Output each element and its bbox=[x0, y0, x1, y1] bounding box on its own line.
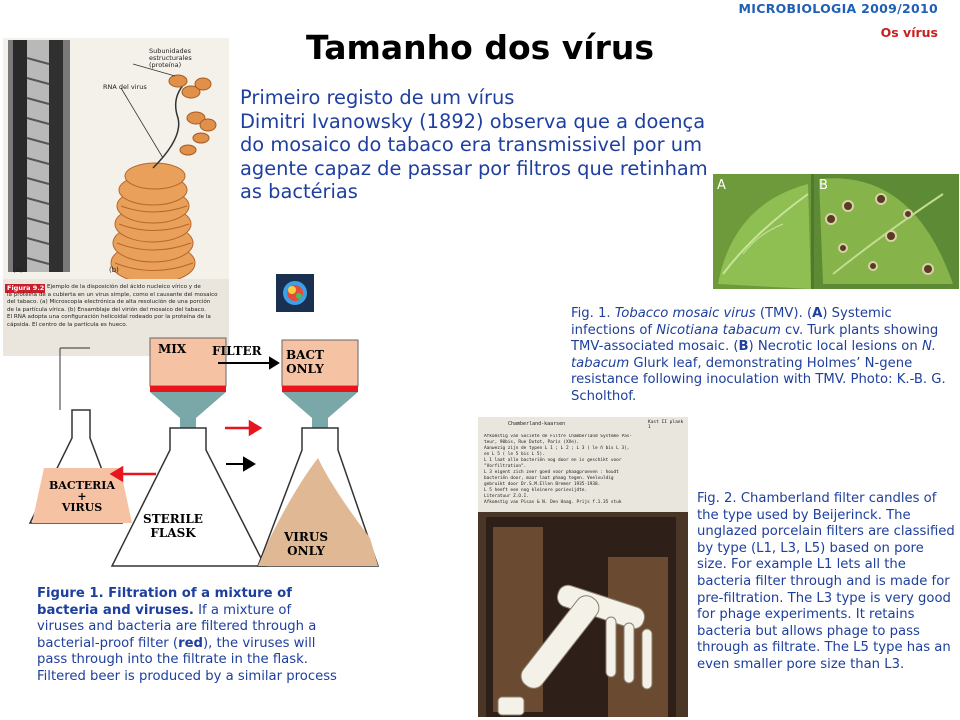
caption-text: ) Systemic infections of bbox=[571, 306, 892, 338]
bact-only-line: ONLY bbox=[286, 362, 324, 376]
intro-line: do mosaico do tabaco era transmissivel por um bbox=[240, 133, 702, 157]
chamberland-filter-photo bbox=[478, 417, 688, 717]
document-line: L 5 heeft een nog kleinere porievijdte. bbox=[484, 488, 588, 493]
bacteria-virus-line: BACTERIA bbox=[49, 479, 115, 492]
caption-bold: red bbox=[178, 635, 203, 651]
leaf-photo-b-label: B bbox=[819, 178, 828, 193]
bacteria-virus-line: VIRUS bbox=[61, 501, 103, 514]
caption-line: cápsida. El centro de la partícula es hueco. bbox=[7, 321, 128, 328]
caption-line: El RNA adopta una configuración helicoidal rodeado por la proteína de la bbox=[7, 314, 211, 321]
virus-particle-image bbox=[276, 274, 314, 312]
intro-line: Dimitri Ivanowsky (1892) observa que a doença bbox=[240, 109, 706, 133]
topic-label: Os vírus bbox=[880, 25, 938, 40]
filtration-caption bbox=[37, 586, 337, 686]
figure-number: Figura 9.2 bbox=[7, 284, 45, 292]
tmv-structure-figure bbox=[3, 38, 229, 356]
bact-only-label bbox=[286, 348, 324, 376]
panel-a-label: (a) bbox=[13, 266, 23, 274]
document-line: Afkomstig van Société de Filtre Chamberland Systeme Pas- bbox=[484, 434, 633, 439]
document-line: L 3 eigent zich zeer goed voor phaagproeven : houdt bbox=[484, 470, 619, 475]
filter-label: FILTER bbox=[212, 344, 262, 358]
document-line: Aanwezig zijn de typen L 1 ; L 2 ; L 3 ( le ñ bis L 3), bbox=[484, 446, 630, 451]
subunits-label-line: Subunidades bbox=[149, 47, 192, 55]
caption-text: Fig. 1. bbox=[571, 306, 615, 321]
leaf-photo-a-label: A bbox=[717, 178, 726, 193]
sterile-flask-label bbox=[138, 512, 208, 540]
sterile-flask-line: STERILE bbox=[143, 512, 203, 526]
document-text bbox=[484, 434, 684, 506]
intro-line: Primeiro registo de um vírus bbox=[240, 86, 515, 109]
fig1-caption bbox=[571, 306, 956, 406]
intro-text bbox=[240, 86, 730, 204]
caption-bold: Figure 1. Filtration of a mixture of bacteria and viruses. bbox=[37, 586, 292, 618]
document-heading: Chamberland-kaarsen bbox=[508, 421, 566, 427]
caption-line: del tabaco. (a) Microscopia electrónica de alta resolución de una porción bbox=[7, 299, 211, 306]
intro-line: as bactérias bbox=[240, 180, 358, 204]
caption-text: cv. Turk plants showing TMV-associated mosaic. ( bbox=[571, 322, 939, 355]
subunits-label-line: estructurales bbox=[149, 54, 192, 62]
document-line: gebruikt door Dr.S.M.Ellen Bremer 1935-1938. bbox=[484, 482, 601, 487]
course-header: MICROBIOLOGIA 2009/2010 bbox=[738, 1, 938, 16]
caption-line: de la partícula vírica. (b) Ensamblaje del virión del mosaico del tabaco. bbox=[7, 306, 206, 313]
subunits-label-line: (proteína) bbox=[149, 61, 182, 69]
document-line: teur, 90bis, Rue Dutot, Paris (XVe). bbox=[484, 440, 580, 445]
virus-only-line: VIRUS bbox=[283, 530, 329, 544]
document-line: L 1 laat alle bacteriën nog door en is geschikt voor bbox=[484, 458, 622, 463]
bacteria-virus-label bbox=[38, 480, 126, 513]
leaf-photos-illustration bbox=[713, 174, 959, 289]
slide-title: Tamanho dos vírus bbox=[306, 28, 654, 67]
document-line: Literatuur Z.O.I. bbox=[484, 494, 529, 499]
bacteria-virus-line: + bbox=[77, 490, 87, 503]
mix-label: MIX bbox=[158, 342, 187, 356]
subunits-label bbox=[149, 48, 192, 69]
document-line: en L 5 ( le 5 bis L 5). bbox=[484, 452, 545, 457]
caption-italic: Nicotiana tabacum bbox=[656, 322, 781, 338]
document-line: bacteriën door, maar laat phaag tegen. Veelvuldig bbox=[484, 476, 614, 481]
fig2-caption: Fig. 2. Chamberland filter candles of the type used by Beijerinck. The unglazed porcelain filters are classified by type (L1, L3, L5) based on pore size. For example L1 lets all the bacteria filter through and is made for pre-filtration. The L3 type is very good for phage experiments. It retains bacteria but allows phage to pass through as filtrate. The L5 type has an even smaller pore size than L3. bbox=[697, 491, 955, 672]
virus-only-line: ONLY bbox=[287, 544, 325, 558]
sterile-flask-line: FLASK bbox=[150, 526, 196, 540]
rna-label: RNA del virus bbox=[103, 83, 147, 91]
intro-line: agente capaz de passar por filtros que retinham bbox=[240, 156, 708, 180]
document-line: "Vorfiltration". bbox=[484, 464, 527, 469]
bact-only-line: BACT bbox=[286, 348, 324, 362]
tmv-figure-caption bbox=[47, 284, 229, 291]
caption-italic: Tobacco mosaic virus bbox=[614, 306, 756, 321]
caption-text: (TMV). ( bbox=[755, 306, 813, 321]
caption-text: If a mixture of viruses and bacteria are filtered through a bacterial-proof filter ( bbox=[37, 602, 317, 651]
caption-bold: B bbox=[738, 339, 749, 355]
caption-line: Ejemplo de la disposición del ácido nucleico vírico y de bbox=[47, 284, 201, 290]
document-line: Afkomstig van Pisas & N. Den Haag. Prijs f.1.35 stuk bbox=[484, 500, 622, 505]
tmv-leaf-photos bbox=[713, 174, 959, 289]
filtration-diagram bbox=[20, 318, 380, 580]
panel-b-label: (b) bbox=[109, 266, 119, 274]
document-corner: Kast II plank 1 bbox=[648, 420, 684, 430]
caption-line: la proteína de a cubierta en un virus simple, como el causante del mosaico bbox=[7, 292, 218, 298]
caption-text: ) Necrotic local lesions on bbox=[748, 339, 922, 355]
caption-text: Glurk leaf, demonstrating Holmes’ N-gene resistance following inoculation with TMV. Photo: K.-B. G. Scholthof. bbox=[571, 355, 946, 404]
virus-particle-icon bbox=[276, 274, 314, 312]
caption-text: ), the viruses will pass through into the filtrate in the flask. Filtered beer is produced by a similar process bbox=[37, 635, 337, 684]
virus-only-label bbox=[276, 530, 336, 558]
caption-italic: N. tabacum bbox=[571, 339, 936, 371]
caption-bold: A bbox=[812, 306, 823, 321]
